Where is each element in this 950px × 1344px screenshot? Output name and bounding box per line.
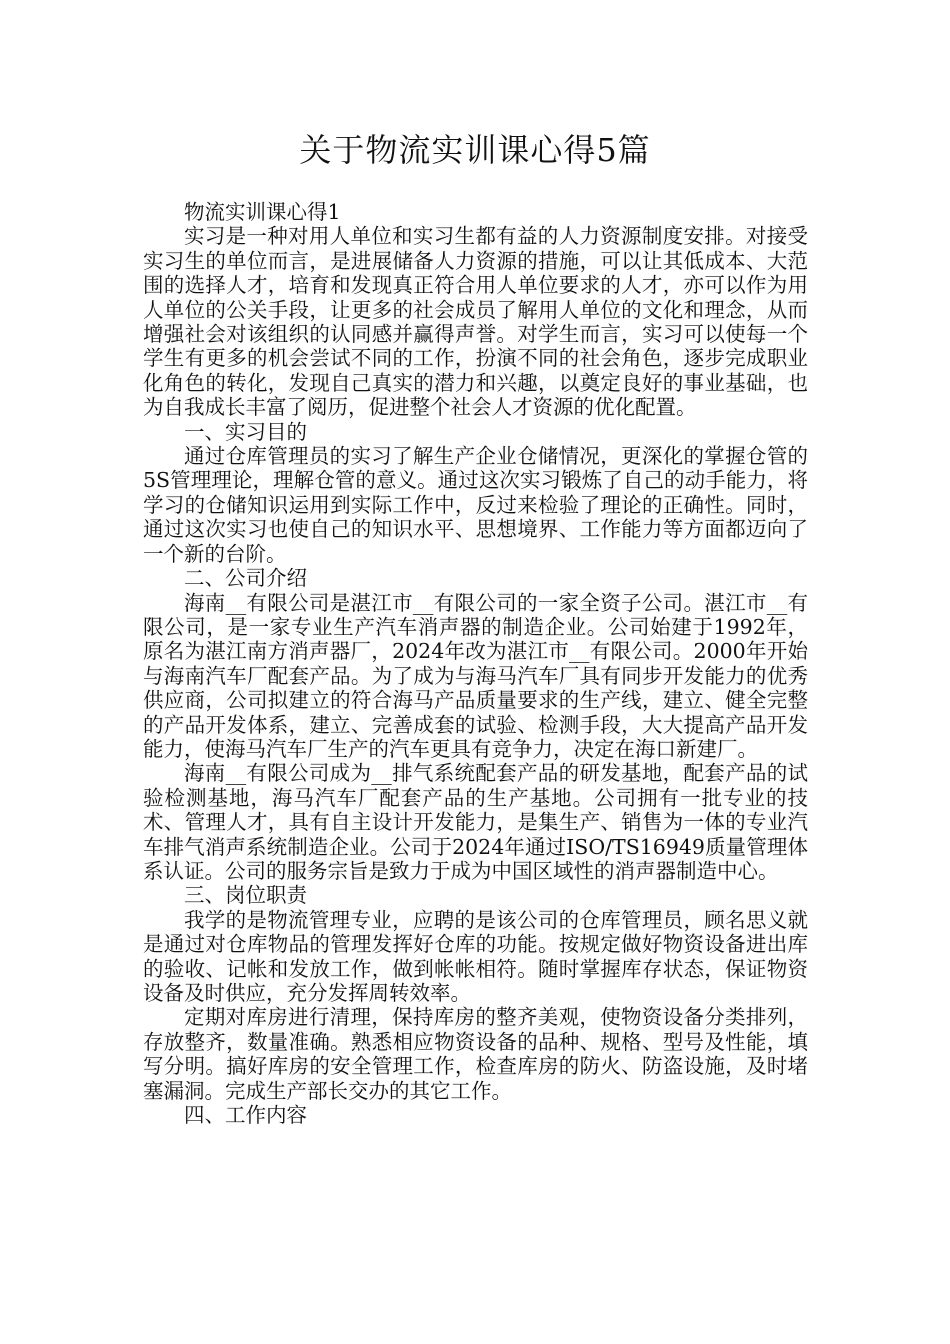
section-heading-part-1: 物流实训课心得1	[184, 200, 341, 224]
section-heading-work-content: 四、工作内容	[184, 1103, 307, 1128]
section-heading-company: 二、公司介绍	[184, 566, 307, 591]
paragraph-company-history: 海南__有限公司是湛江市__有限公司的一家全资子公司。湛江市__有限公司，是一家专业生产汽车消声器的制造企业。公司始建于1992年，原名为湛江南方消声器厂，2024年改为湛江市__有限公司。2000年开始与海南汽车厂配套产品。为了成为与海马汽车厂具有同步开发能力的优秀供应商，公司拟建立的符合海马产品质量要求的生产线，建立、健全完整的产品开发体系，建立、完善成套的试验、检测手段，大大提高产品开发能力，使海马汽车厂生产的汽车更具有竞争力，决定在海口新建厂。	[143, 590, 808, 761]
document-body	[143, 200, 808, 1127]
paragraph-internship-intro: 实习是一种对用人单位和实习生都有益的人力资源制度安排。对接受实习生的单位而言，是进展储备人力资源的措施，可以让其低成本、大范围的选择人才，培育和发现真正符合用人单位要求的人才，亦可以作为用人单位的公关手段，让更多的社会成员了解用人单位的文化和理念，从而增强社会对该组织的认同感并赢得声誉。对学生而言，实习可以使每一个学生有更多的机会尝试不同的工作，扮演不同的社会角色，逐步完成职业化角色的转化，发现自己真实的潜力和兴趣，以奠定良好的事业基础，也为自我成长丰富了阅历，促进整个社会人才资源的优化配置。	[143, 224, 808, 420]
section-heading-duties: 三、岗位职责	[184, 883, 307, 908]
paragraph-company-profile: 海南__有限公司成为__排气系统配套产品的研发基地，配套产品的试验检测基地，海马汽车厂配套产品的生产基地。公司拥有一批专业的技术、管理人才，具有自主设计开发能力，是集生产、销售为一体的专业汽车排气消声系统制造企业。公司于2024年通过ISO/TS16949质量管理体系认证。公司的服务宗旨是致力于成为中国区域性的消声器制造中心。	[143, 761, 808, 883]
document-title: 关于物流实训课心得5篇	[299, 131, 651, 169]
section-heading-purpose: 一、实习目的	[184, 419, 307, 444]
paragraph-warehouse-care: 定期对库房进行清理，保持库房的整齐美观，使物资设备分类排列，存放整齐，数量准确。熟悉相应物资设备的品种、规格、型号及性能，填写分明。搞好库房的安全管理工作，检查库房的防火、防盗设施，及时堵塞漏洞。完成生产部长交办的其它工作。	[143, 1005, 808, 1103]
paragraph-purpose: 通过仓库管理员的实习了解生产企业仓储情况，更深化的掌握仓管的5S管理理论，理解仓管的意义。通过这次实习锻炼了自己的动手能力，将学习的仓储知识运用到实际工作中，反过来检验了理论的正确性。同时，通过这次实习也使自己的知识水平、思想境界、工作能力等方面都迈向了一个新的台阶。	[143, 444, 808, 566]
paragraph-duties: 我学的是物流管理专业，应聘的是该公司的仓库管理员，顾名思义就是通过对仓库物品的管理发挥好仓库的功能。按规定做好物资设备进出库的验收、记帐和发放工作，做到帐帐相符。随时掌握库存状态，保证物资设备及时供应，充分发挥周转效率。	[143, 907, 808, 1005]
